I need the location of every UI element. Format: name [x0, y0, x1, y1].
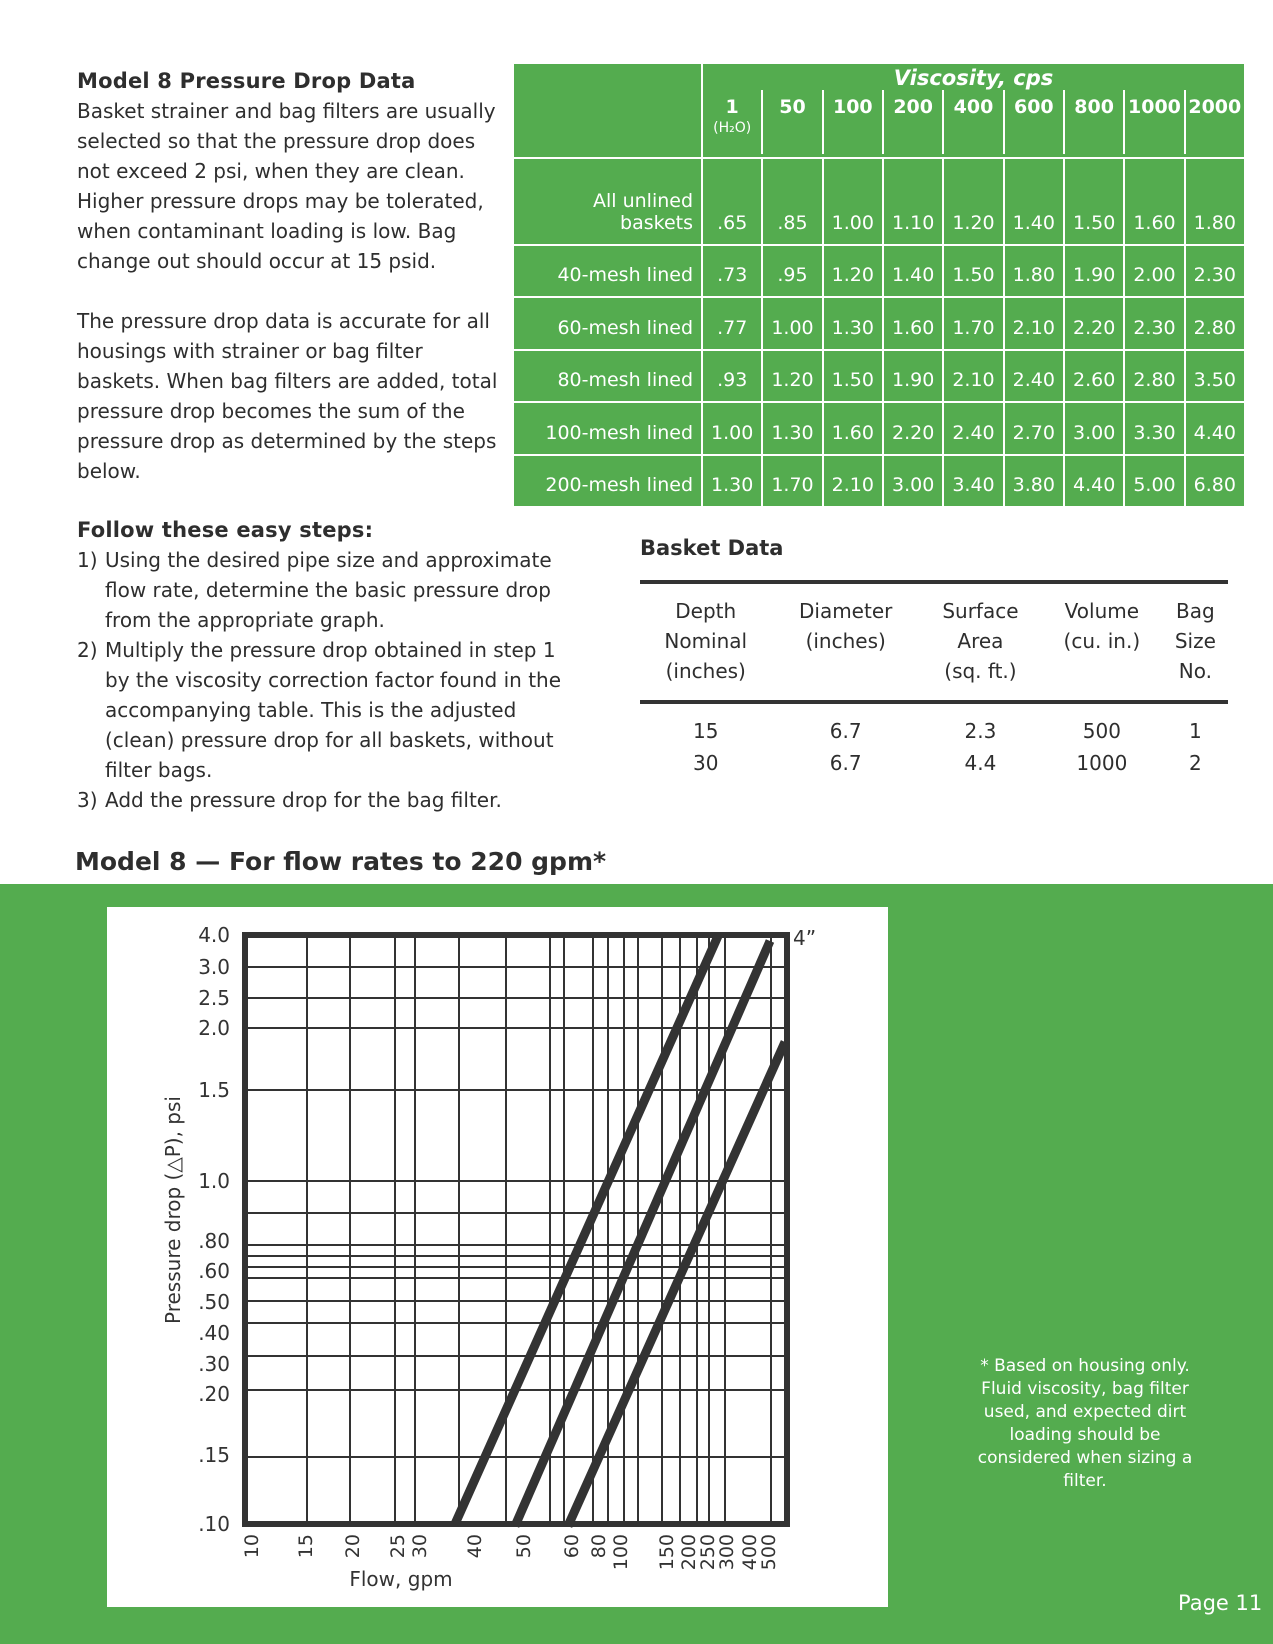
- table-cell: 1.50: [823, 350, 883, 403]
- table-cell: 3.50: [1185, 350, 1244, 403]
- row-label: 80-mesh lined: [514, 350, 702, 403]
- y-tick-label: .60: [198, 1259, 230, 1283]
- table-cell: 2.20: [883, 402, 943, 455]
- steps-title: Follow these easy steps:: [77, 518, 374, 542]
- table-cell: 2.80: [1185, 297, 1244, 350]
- table-cell: 1.90: [1064, 245, 1124, 298]
- x-tick-label: 25: [387, 1534, 409, 1559]
- y-tick-label: .15: [198, 1443, 230, 1467]
- table-cell: 2.40: [1004, 350, 1064, 403]
- basket-column-header: Surface Area (sq. ft.): [942, 599, 1019, 683]
- table-cell: 1.20: [943, 158, 1003, 245]
- table-cell: .73: [702, 245, 762, 298]
- table-cell: 1.40: [1004, 158, 1064, 245]
- y-tick-label: 2.0: [198, 1016, 230, 1040]
- table-cell: 1.70: [762, 455, 822, 506]
- y-tick-label: 3.0: [198, 955, 230, 979]
- basket-column-header: Depth Nominal (inches): [664, 599, 748, 683]
- viscosity-column-header: 1000: [1124, 90, 1184, 154]
- table-cell: 2.30: [1124, 297, 1184, 350]
- viscosity-column-header: 100: [823, 90, 883, 154]
- row-label: 60-mesh lined: [514, 297, 702, 350]
- table-cell: 2.40: [943, 402, 1003, 455]
- table-cell: 15: [693, 719, 719, 743]
- x-tick-label: 500: [758, 1534, 780, 1571]
- y-tick-label: .20: [198, 1382, 230, 1406]
- viscosity-column-header: 800: [1064, 90, 1124, 154]
- table-cell: 1000: [1076, 751, 1128, 775]
- row-label: 200-mesh lined: [514, 455, 702, 506]
- basket-column-header: Volume (cu. in.): [1063, 599, 1141, 653]
- page-number: Page 11: [1178, 1591, 1263, 1615]
- y-axis-label: Pressure drop (△P), psi: [161, 1096, 185, 1324]
- step-text: Add the pressure drop for the bag filter.: [105, 788, 502, 812]
- basket-data-title: Basket Data: [640, 536, 784, 560]
- viscosity-column-header: 2000: [1185, 90, 1244, 154]
- table-cell: 3.80: [1004, 455, 1064, 506]
- viscosity-column-header: 1 (H₂O): [703, 90, 762, 154]
- table-cell: .77: [702, 297, 762, 350]
- table-cell: 1.00: [762, 297, 822, 350]
- row-label: 40-mesh lined: [514, 245, 702, 298]
- table-cell: 4.40: [1185, 402, 1244, 455]
- x-tick-label: 100: [610, 1534, 632, 1571]
- x-tick-label: 150: [656, 1534, 678, 1571]
- y-tick-label: .30: [198, 1352, 230, 1376]
- intro-paragraph-2: The pressure drop data is accurate for all housings with strainer or bag filter baskets. When bag filters are added, total pressure drop becomes the sum of the pressure drop as determined by the steps below.: [77, 309, 498, 483]
- step-number: 1): [77, 548, 98, 572]
- table-cell: 30: [693, 751, 719, 775]
- step-number: 2): [77, 638, 98, 662]
- viscosity-title: Viscosity, cps: [893, 66, 1054, 90]
- basket-column-header: Bag Size No.: [1174, 599, 1216, 683]
- table-cell: 6.7: [829, 751, 862, 775]
- x-tick-label: 30: [409, 1534, 431, 1559]
- x-tick-label: 10: [241, 1534, 263, 1559]
- footnote: * Based on housing only. Fluid viscosity, bag filter used, and expected dirt loading should be considered when sizing a filter.: [977, 1356, 1193, 1491]
- x-tick-label: 15: [295, 1534, 317, 1559]
- x-tick-label: 300: [716, 1534, 738, 1571]
- table-cell: 2.60: [1064, 350, 1124, 403]
- pressure-curve-line: [455, 936, 718, 1524]
- y-tick-label: 2.5: [198, 986, 230, 1010]
- y-tick-label: .50: [198, 1290, 230, 1314]
- table-cell: 1.50: [1064, 158, 1124, 245]
- table-cell: 5.00: [1124, 455, 1184, 506]
- table-cell: 3.00: [1064, 402, 1124, 455]
- table-cell: 1.20: [823, 245, 883, 298]
- table-cell: 2.10: [943, 350, 1003, 403]
- table-cell: 1.30: [762, 402, 822, 455]
- x-tick-label: 80: [588, 1534, 610, 1559]
- table-cell: 1.50: [943, 245, 1003, 298]
- table-cell: 2.10: [1004, 297, 1064, 350]
- table-cell: 3.40: [943, 455, 1003, 506]
- intro-paragraph-1: Basket strainer and bag filters are usually selected so that the pressure drop does not exceed 2 psi, when they are clean. Higher pressure drops may be tolerated, when contaminant loading is low. Bag change out should occur at 15 psid.: [77, 99, 496, 273]
- y-tick-label: .40: [198, 1321, 230, 1345]
- table-cell: 1.60: [823, 402, 883, 455]
- y-tick-label: 4.0: [198, 923, 230, 947]
- table-cell: .95: [762, 245, 822, 298]
- y-tick-label: 1.0: [198, 1169, 230, 1193]
- line-annotation-4in: 4”: [793, 926, 817, 950]
- viscosity-column-header: 600: [1004, 90, 1064, 154]
- table-cell: 1.80: [1185, 158, 1244, 245]
- x-tick-label: 20: [342, 1534, 364, 1559]
- row-label: All unlined baskets: [514, 158, 702, 245]
- table-cell: 1.00: [702, 402, 762, 455]
- step-number: 3): [77, 788, 98, 812]
- table-cell: 2.70: [1004, 402, 1064, 455]
- table-cell: 1.30: [823, 297, 883, 350]
- table-cell: 3.00: [883, 455, 943, 506]
- x-tick-label: 50: [513, 1534, 535, 1559]
- basket-column-header: Diameter (inches): [798, 599, 893, 653]
- table-cell: 1.80: [1004, 245, 1064, 298]
- x-tick-label: 200: [678, 1534, 700, 1571]
- viscosity-column-header: 50: [762, 90, 822, 154]
- y-tick-label: 1.5: [198, 1078, 230, 1102]
- table-cell: 1.10: [883, 158, 943, 245]
- table-cell: 2: [1188, 751, 1202, 775]
- table-cell: 1: [1188, 719, 1202, 743]
- viscosity-column-header: 200: [883, 90, 943, 154]
- table-cell: 2.00: [1124, 245, 1184, 298]
- table-cell: 4.4: [964, 751, 997, 775]
- table-cell: 1.70: [943, 297, 1003, 350]
- x-axis-label: Flow, gpm: [349, 1567, 453, 1591]
- table-cell: 1.60: [883, 297, 943, 350]
- table-cell: 2.30: [1185, 245, 1244, 298]
- table-cell: 6.80: [1185, 455, 1244, 506]
- table-cell: 1.60: [1124, 158, 1184, 245]
- table-cell: 500: [1082, 719, 1121, 743]
- x-tick-label: 400: [739, 1534, 761, 1571]
- table-cell: 4.40: [1064, 455, 1124, 506]
- table-cell: 1.90: [883, 350, 943, 403]
- table-cell: .93: [702, 350, 762, 403]
- table-cell: .85: [762, 158, 822, 245]
- y-tick-label: .80: [198, 1229, 230, 1253]
- table-cell: 1.00: [823, 158, 883, 245]
- chart-heading: Model 8 — For flow rates to 220 gpm*: [75, 847, 607, 876]
- table-cell: 6.7: [829, 719, 862, 743]
- step-text: Multiply the pressure drop obtained in step 1 by the viscosity correction factor found in the accompanying table. This is the adjusted (clean) pressure drop for all baskets, without filter bags.: [105, 638, 562, 782]
- table-cell: 2.10: [823, 455, 883, 506]
- table-cell: 2.80: [1124, 350, 1184, 403]
- row-label: 100-mesh lined: [514, 402, 702, 455]
- table-cell: 1.20: [762, 350, 822, 403]
- x-tick-label: 60: [561, 1534, 583, 1559]
- intro-title: Model 8 Pressure Drop Data: [77, 69, 416, 93]
- step-text: Using the desired pipe size and approximate flow rate, determine the basic pressure drop from the appropriate graph.: [105, 548, 552, 632]
- table-cell: 2.20: [1064, 297, 1124, 350]
- y-tick-label: .10: [198, 1512, 230, 1536]
- table-cell: 1.30: [702, 455, 762, 506]
- table-cell: .65: [702, 158, 762, 245]
- table-cell: 3.30: [1124, 402, 1184, 455]
- table-cell: 1.40: [883, 245, 943, 298]
- viscosity-column-header: 400: [943, 90, 1003, 154]
- table-cell: 2.3: [964, 719, 997, 743]
- pressure-curve-line: [568, 1042, 785, 1526]
- x-tick-label: 250: [697, 1534, 719, 1571]
- x-tick-label: 40: [464, 1534, 486, 1559]
